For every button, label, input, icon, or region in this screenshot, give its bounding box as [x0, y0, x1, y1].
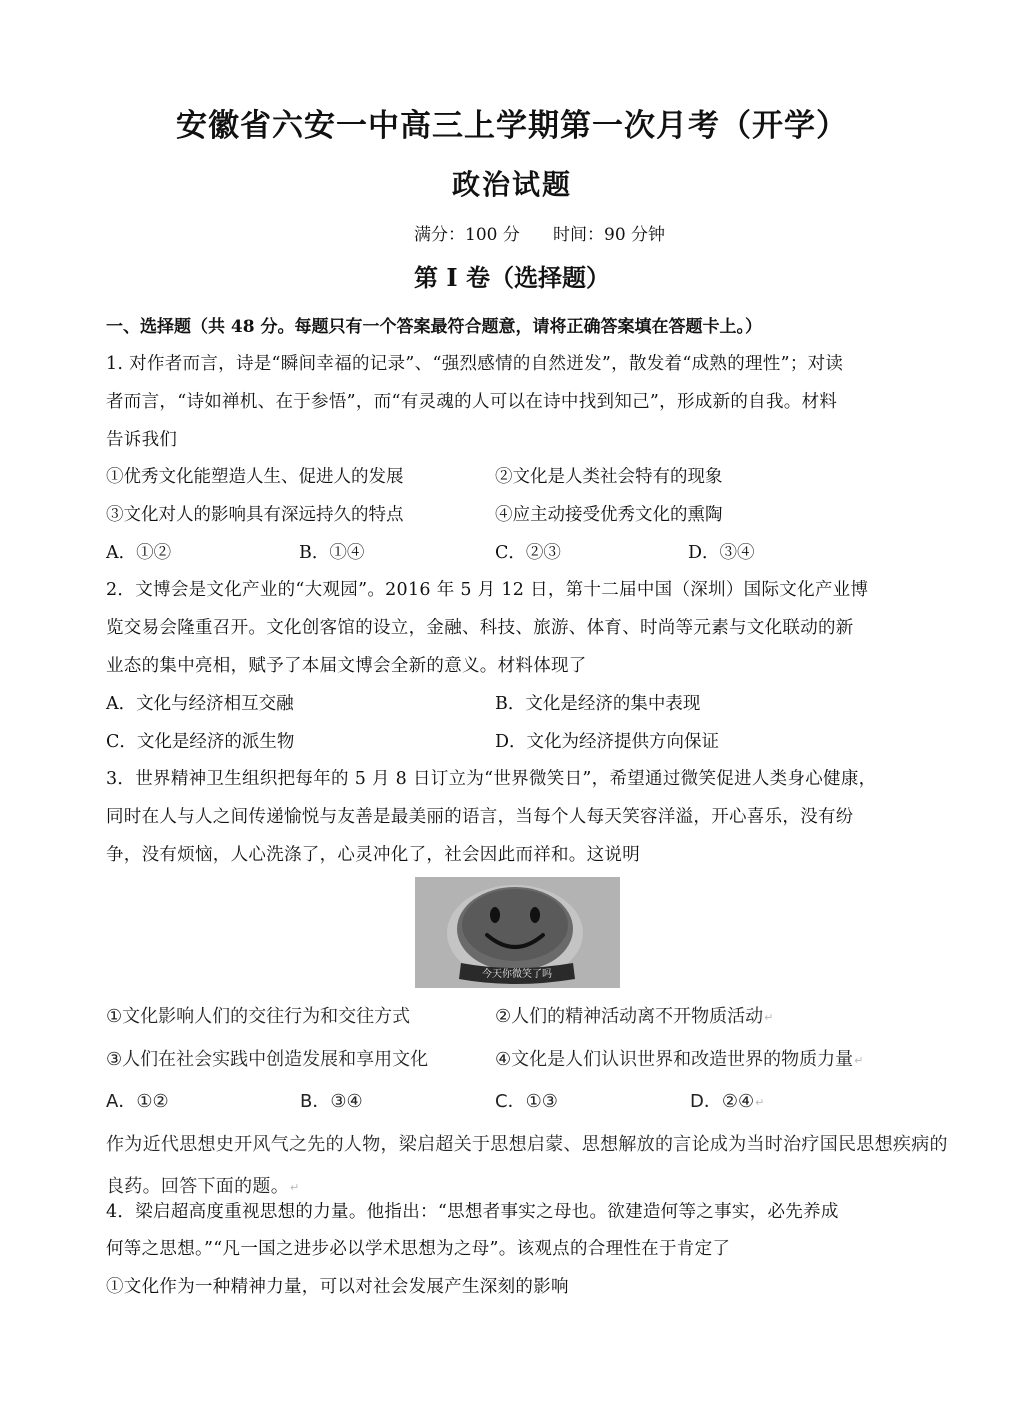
q1-choice-c: C．②③	[495, 543, 561, 563]
smiley-figure	[415, 877, 620, 988]
q1-choice-b: B．①④	[299, 543, 365, 563]
return-mark: ↵	[755, 1095, 765, 1109]
q3-line: 3．世界精神卫生组织把每年的 5 月 8 日订立为“世界微笑日”，希望通过微笑促进人类身心健康，	[106, 769, 877, 789]
q1-line: 者而言，“诗如禅机、在于参悟”，而“有灵魂的人可以在诗中找到知己”，形成新的自我。材料	[106, 392, 838, 412]
q1-statement: ④应主动接受优秀文化的熏陶	[495, 505, 723, 525]
q1-line: 告诉我们	[106, 430, 178, 450]
q3-line: 争，没有烦恼，人心洗涤了，心灵冲化了，社会因此而祥和。这说明	[106, 845, 640, 865]
section-heading: 一、选择题（共 48 分。每题只有一个答案最符合题意，请将正确答案填在答题卡上。）	[106, 317, 762, 337]
q4-line: 4．梁启超高度重视思想的力量。他指出：“思想者事实之母也。欲建造何等之事实，必先养成	[106, 1202, 839, 1222]
q1-choice-d: D．③④	[688, 543, 755, 563]
q1-statement: ②文化是人类社会特有的现象	[495, 467, 723, 487]
q2-choice-b: B．文化是经济的集中表现	[495, 694, 701, 714]
q1-statement: ①优秀文化能塑造人生、促进人的发展	[106, 467, 404, 487]
q3-statement-text: ②人们的精神活动离不开物质活动	[495, 1006, 764, 1027]
volume-heading: 第 I 卷（选择题）	[414, 263, 610, 292]
q2-line: 览交易会隆重召开。文化创客馆的设立，金融、科技、旅游、体育、时尚等元素与文化联动的新	[106, 618, 854, 638]
passage-line	[106, 1172, 300, 1198]
q2-line: 业态的集中亮相，赋予了本届文博会全新的意义。材料体现了	[106, 656, 587, 676]
q1-line: 1. 对作者而言，诗是“瞬间幸福的记录”、“强烈感情的自然迸发”，散发着“成熟的理性”；对读	[106, 354, 844, 374]
passage-line-text: 良药。回答下面的题。	[106, 1176, 289, 1197]
passage-line: 作为近代思想史开风气之先的人物，梁启超关于思想启蒙、思想解放的言论成为当时治疗国民思想疾病的	[106, 1134, 948, 1155]
q2-choice-d: D．文化为经济提供方向保证	[495, 732, 720, 752]
q3-statement	[495, 1002, 773, 1028]
q2-choice-c: C．文化是经济的派生物	[106, 732, 295, 752]
q1-statement: ③文化对人的影响具有深远持久的特点	[106, 505, 404, 525]
full-score: 满分：100 分	[414, 225, 520, 245]
q3-statement-text: ④文化是人们认识世界和改造世界的物质力量	[495, 1049, 854, 1070]
return-mark: ↵	[854, 1053, 864, 1067]
q3-choice-d-text: D．②④	[690, 1091, 755, 1112]
q2-line: 2．文博会是文化产业的“大观园”。2016 年 5 月 12 日，第十二届中国（深圳）国际文化产业博	[106, 580, 869, 600]
q3-statement-text: ①文化影响人们的交往行为和交往方式	[106, 1006, 411, 1027]
q3-statement	[106, 1002, 410, 1028]
q3-choice-d	[690, 1087, 764, 1113]
smiley-banner-text: 今天你微笑了吗	[482, 969, 552, 980]
q4-line: 何等之思想。”“凡一国之进步必以学术思想为之母”。该观点的合理性在于肯定了	[106, 1239, 731, 1259]
q3-choice-b: B．③④	[300, 1091, 363, 1112]
smiley-icon	[415, 877, 620, 988]
q3-statement	[495, 1045, 863, 1071]
q1-choice-a: A．①②	[106, 543, 172, 563]
q4-statement: ①文化作为一种精神力量，可以对社会发展产生深刻的影响	[106, 1277, 569, 1297]
exam-title: 安徽省六安一中高三上学期第一次月考（开学）	[176, 108, 848, 144]
q3-statement	[106, 1045, 428, 1071]
exam-subtitle: 政治试题	[451, 168, 572, 201]
q3-choice-a: A．①②	[106, 1091, 169, 1112]
q2-choice-a: A．文化与经济相互交融	[106, 694, 294, 714]
return-mark: ↵	[764, 1010, 774, 1024]
q3-choice-c: C．①③	[495, 1091, 558, 1112]
return-mark: ↵	[290, 1180, 300, 1194]
q3-statement-text: ③人们在社会实践中创造发展和享用文化	[106, 1049, 429, 1070]
q3-line: 同时在人与人之间传递愉悦与友善是最美丽的语言，当每个人每天笑容洋溢，开心喜乐，没有纷	[106, 807, 854, 827]
exam-time: 时间：90 分钟	[553, 225, 666, 245]
